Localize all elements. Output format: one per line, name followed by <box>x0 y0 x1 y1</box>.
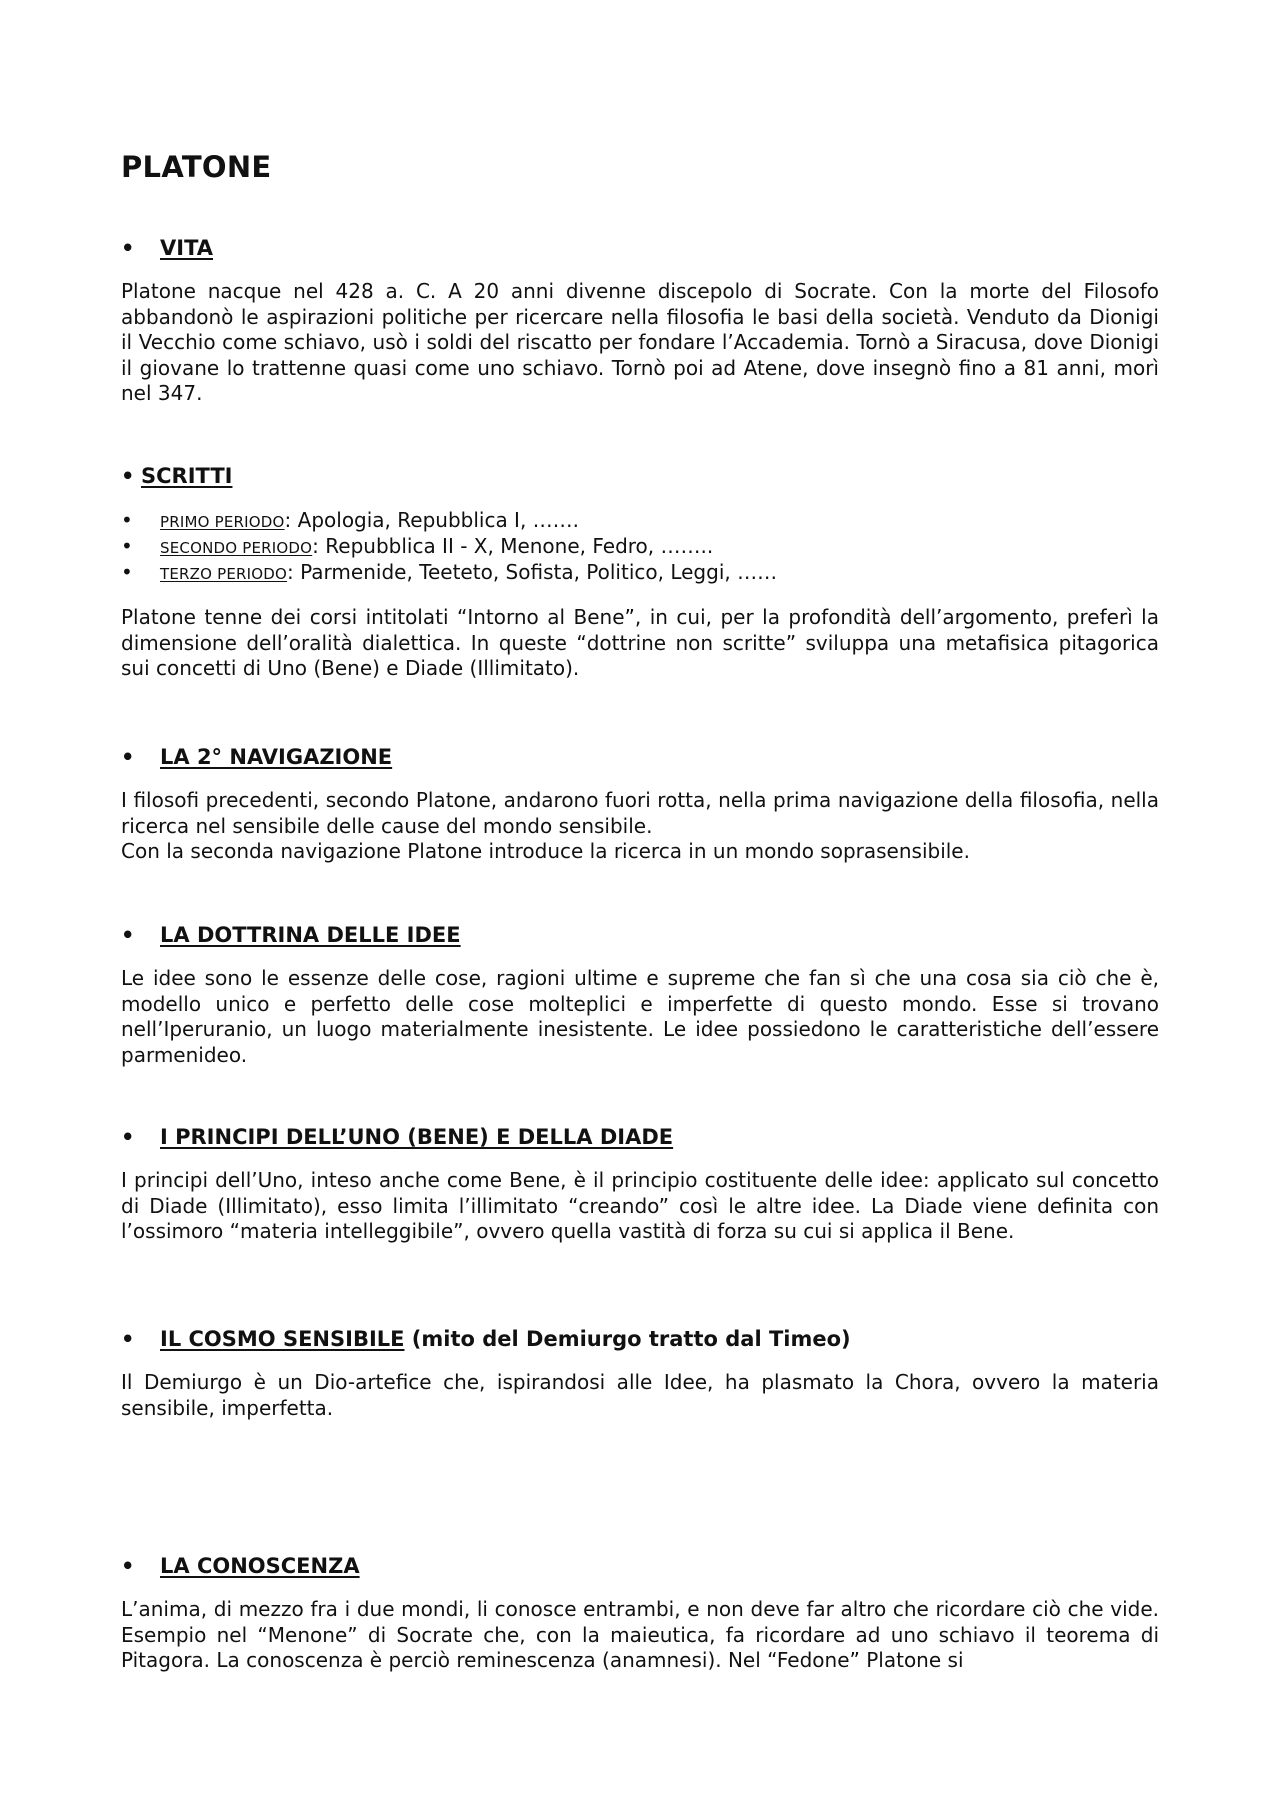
period-label: SECONDO PERIODO <box>160 539 313 557</box>
list-item <box>121 559 1159 585</box>
section-paragraph: Platone tenne dei corsi intitolati “Intorno al Bene”, in cui, per la profondità dell’argomento, preferì la dimensione dell’oralità dialettica. In queste “dottrine non scritte” sviluppa una metafisica pitagorica sui concetti di Uno (Bene) e Diade (Illimitato). <box>121 605 1159 680</box>
bullet: • <box>121 534 133 558</box>
list-item <box>121 507 1159 533</box>
periods-list <box>121 507 1159 585</box>
section-paragraph: Platone nacque nel 428 a. C. A 20 anni divenne discepolo di Socrate. Con la morte del Filosofo abbandonò le aspirazioni politiche per ricercare nella filosofia le basi della società. Venduto da Dionigi il Vecchio come schiavo, usò i soldi del riscatto per fondare l’Accademia. Tornò a Siracusa, dove Dionigi il giovane lo trattenne quasi come uno schiavo. Tornò poi ad Atene, dove insegnò fino a 81 anni, morì nel 347. <box>121 279 1159 405</box>
section-paragraph: Il Demiurgo è un Dio-artefice che, ispirandosi alle Idee, ha plasmato la Chora, ovvero la materia sensibile, imperfetta. <box>121 1370 1159 1420</box>
period-works: : Parmenide, Teeteto, Sofista, Politico, Leggi, …… <box>287 560 778 584</box>
section-principi <box>121 1123 1159 1245</box>
heading-text: I PRINCIPI DELL’UNO (BENE) E DELLA DIADE <box>160 1125 674 1149</box>
heading-text: LA 2° NAVIGAZIONE <box>160 745 393 769</box>
bullet: • <box>121 745 135 769</box>
bullet: • <box>121 923 135 947</box>
section-heading <box>121 462 1159 490</box>
section-scritti <box>121 462 1159 682</box>
bullet: • <box>121 464 135 488</box>
bullet: • <box>121 1327 135 1351</box>
heading-text: VITA <box>160 236 214 260</box>
heading-text: LA DOTTRINA DELLE IDEE <box>160 923 461 947</box>
section-idee <box>121 921 1159 1068</box>
document-page <box>121 0 1159 1811</box>
section-heading <box>121 1123 1159 1151</box>
section-heading <box>121 743 1159 771</box>
section-heading <box>121 921 1159 949</box>
list-item <box>121 533 1159 559</box>
section-conoscenza <box>121 1552 1159 1674</box>
section-vita <box>121 234 1159 407</box>
section-paragraph: I filosofi precedenti, secondo Platone, andarono fuori rotta, nella prima navigazione della filosofia, nella ricerca nel sensibile delle cause del mondo sensibile. <box>121 788 1159 838</box>
section-navigazione <box>121 743 1159 865</box>
bullet: • <box>121 508 133 532</box>
heading-subtitle: (mito del Demiurgo tratto dal Timeo) <box>411 1327 851 1351</box>
heading-text: SCRITTI <box>141 464 233 488</box>
section-paragraph-2: Con la seconda navigazione Platone introduce la ricerca in un mondo soprasensibile. <box>121 839 970 863</box>
section-paragraph: L’anima, di mezzo fra i due mondi, li conosce entrambi, e non deve far altro che ricordare ciò che vide. Esempio nel “Menone” di Socrate che, con la maieutica, fa ricordare ad uno schiavo il teorema di Pitagora. La conoscenza è perciò reminescenza (anamnesi). Nel “Fedone” Platone si <box>121 1597 1159 1672</box>
period-label: PRIMO PERIODO <box>160 513 285 531</box>
period-works: : Apologia, Repubblica I, ……. <box>284 508 580 532</box>
section-paragraph: Le idee sono le essenze delle cose, ragioni ultime e supreme che fan sì che una cosa sia ciò che è, modello unico e perfetto delle cose molteplici e imperfette di questo mondo. Esse si trovano nell’Iperuranio, un luogo materialmente inesistente. Le idee possiedono le caratteristiche dell’essere parmenideo. <box>121 966 1159 1067</box>
bullet: • <box>121 1125 135 1149</box>
section-paragraph: I principi dell’Uno, inteso anche come Bene, è il principio costituente delle idee: applicato sul concetto di Diade (Illimitato), esso limita l’illimitato “creando” così le altre idee. La Diade viene definita con l’ossimoro “materia intelleggibile”, ovvero quella vastità di forza su cui si applica il Bene. <box>121 1168 1159 1243</box>
section-cosmo <box>121 1325 1159 1421</box>
period-works: : Repubblica II - X, Menone, Fedro, …….. <box>312 534 714 558</box>
page-title: PLATONE <box>121 150 272 184</box>
bullet: • <box>121 1554 135 1578</box>
bullet: • <box>121 560 133 584</box>
section-heading <box>121 234 1159 262</box>
section-heading <box>121 1325 1159 1353</box>
bullet: • <box>121 236 135 260</box>
section-heading <box>121 1552 1159 1580</box>
heading-text: LA CONOSCENZA <box>160 1554 360 1578</box>
heading-text: IL COSMO SENSIBILE <box>160 1327 405 1351</box>
period-label: TERZO PERIODO <box>160 565 288 583</box>
